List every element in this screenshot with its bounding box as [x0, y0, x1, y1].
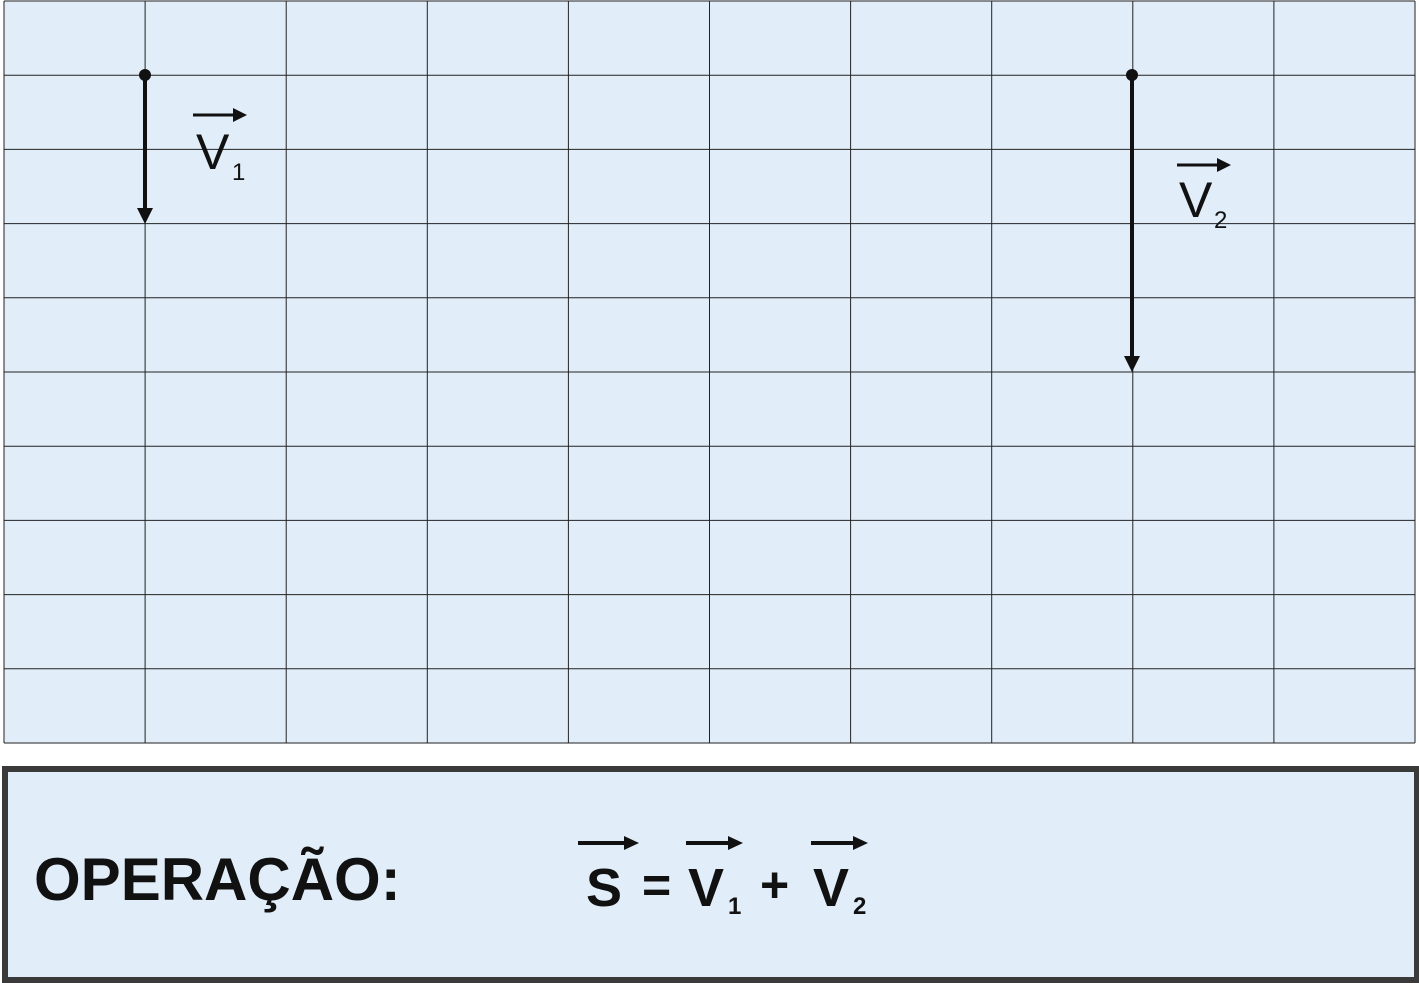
term1-subscript: 1	[728, 893, 742, 920]
term2-letter: V	[813, 858, 850, 918]
vector-v1-letter: V	[196, 124, 230, 180]
term1-overarrow-head	[728, 836, 743, 850]
equals-sign: =	[642, 857, 672, 913]
term2-overarrow-head	[853, 836, 868, 850]
operation-box	[2, 766, 1419, 983]
term1-letter: V	[688, 858, 725, 918]
plus-sign: +	[760, 857, 790, 913]
result-overarrow-head	[624, 836, 639, 850]
vector-v2-letter: V	[1179, 172, 1213, 228]
vector-v1-subscript: 1	[232, 159, 246, 186]
operation-label: OPERAÇÃO:	[34, 846, 401, 913]
vector-v2-subscript: 2	[1214, 207, 1228, 234]
result-letter: S	[586, 858, 623, 918]
operation-formula	[8, 772, 1414, 977]
term2-subscript: 2	[853, 893, 867, 920]
